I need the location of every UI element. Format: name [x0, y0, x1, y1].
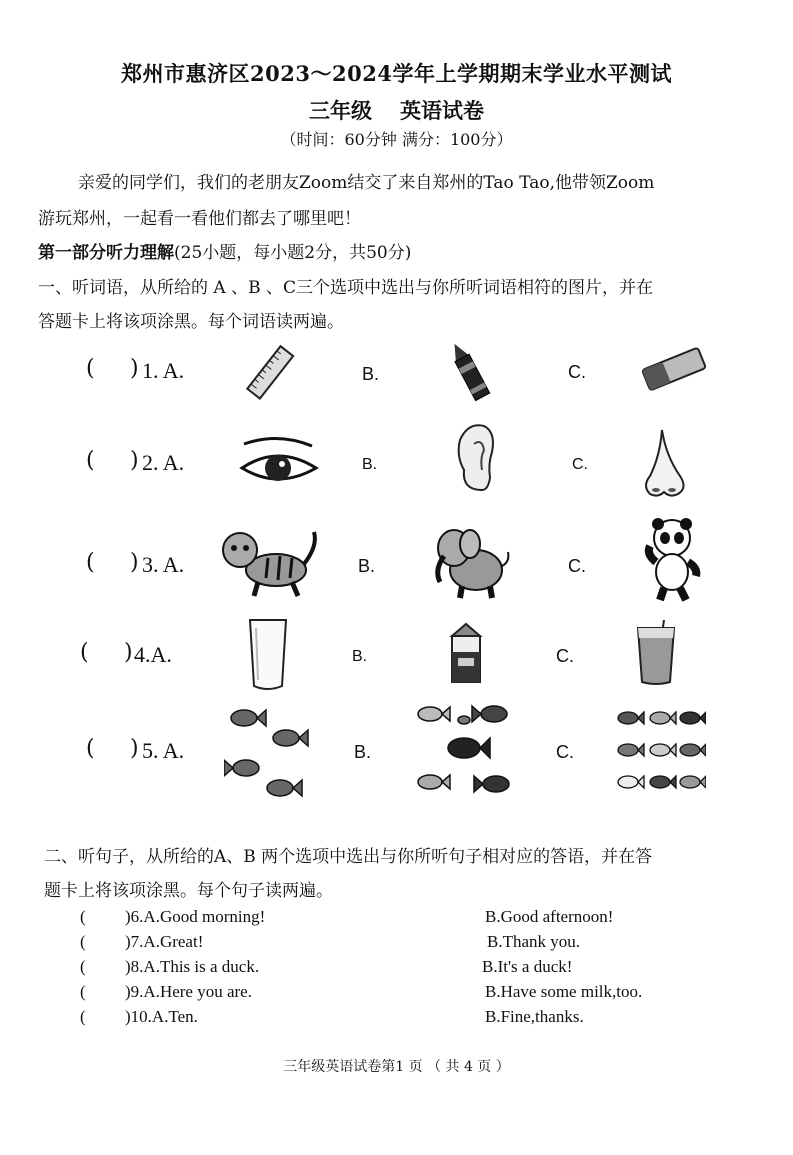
six-fish-image — [412, 700, 518, 802]
option-a-text: )10.A.Ten. — [125, 1007, 198, 1026]
option-b-label: B. — [362, 364, 380, 384]
exam-title: 郑州市惠济区2023～2024学年上学期期末学业水平测试 — [121, 61, 672, 86]
juice-glass-image — [634, 618, 678, 686]
intro-line-1: 亲爱的同学们，我们的老朋友Zoom结交了来自郑州的Tao Tao,他带领Zoom — [78, 173, 655, 193]
option-b-text: B.Fine,thanks. — [485, 1007, 584, 1026]
answer-paren-open: ( — [80, 640, 89, 665]
answer-paren-open: ( — [86, 736, 95, 761]
question-label: 2. A. — [142, 450, 185, 475]
option-a-text: )9.A.Here you are. — [125, 982, 252, 1001]
answer-paren-close: ) — [130, 356, 139, 381]
option-b-text: B.Good afternoon! — [485, 907, 614, 926]
part1-title: 第一部分听力理解 — [38, 243, 174, 263]
grade-label: 三年级 — [309, 98, 372, 123]
option-b-label: B. — [358, 556, 376, 576]
option-c-label: C. — [556, 646, 574, 666]
empty-glass-image — [244, 616, 292, 692]
section1-instruction-2: 答题卡上将该项涂黑。每个词语读两遍。 — [38, 312, 344, 332]
option-c-label: C. — [568, 362, 586, 382]
ear-image — [452, 420, 498, 494]
exam-info: （时间：60分钟 满分：100分） — [280, 130, 513, 149]
answer-paren-open: ( — [80, 982, 86, 1001]
subject-label: 英语试卷 — [400, 98, 484, 123]
nine-fish-image — [614, 704, 706, 800]
option-c-label: C. — [568, 556, 586, 576]
question-label: 3. A. — [142, 552, 185, 577]
part1-heading — [38, 238, 411, 263]
elephant-image — [430, 522, 512, 600]
section2-instruction-2: 题卡上将该项涂黑。每个句子读两遍。 — [44, 881, 333, 901]
eraser-image — [640, 346, 708, 392]
option-b-label: B. — [362, 456, 378, 473]
option-a-text: )7.A.Great! — [125, 932, 204, 951]
option-c-label: C. — [572, 456, 588, 473]
option-b-label: B. — [354, 742, 372, 762]
tiger-image — [218, 526, 322, 598]
section1-instruction-1: 一、听词语，从所给的 A 、B 、C三个选项中选出与你所听词语相符的图片，并在 — [38, 278, 653, 298]
answer-paren-open: ( — [86, 356, 95, 381]
nose-image — [640, 426, 688, 500]
answer-paren-open: ( — [80, 907, 86, 926]
option-a-text: )8.A.This is a duck. — [125, 957, 260, 976]
option-a-text: )6.A.Good morning! — [125, 907, 266, 926]
answer-paren-close: ) — [130, 448, 139, 473]
question-label: 5. A. — [142, 738, 185, 763]
page-footer: 三年级英语试卷第1 页 （ 共 4 页 ） — [283, 1059, 510, 1075]
question-label: 4.A. — [134, 642, 172, 667]
eye-image — [238, 436, 320, 492]
answer-paren-open: ( — [86, 550, 95, 575]
answer-paren-open: ( — [80, 957, 86, 976]
crayon-image — [448, 338, 492, 408]
question-label: 1. A. — [142, 358, 185, 383]
option-b-label: B. — [352, 648, 368, 665]
four-fish-image — [224, 702, 310, 802]
option-b-text: B.Have some milk,too. — [485, 982, 643, 1001]
option-c-label: C. — [556, 742, 574, 762]
part1-note: (25小题，每小题2分，共50分) — [174, 243, 412, 263]
answer-paren-open: ( — [80, 932, 86, 951]
answer-paren-close: ) — [130, 736, 139, 761]
option-b-text: B.It's a duck! — [482, 957, 573, 976]
answer-paren-close: ) — [130, 550, 139, 575]
answer-paren-open: ( — [80, 1007, 86, 1026]
answer-paren-close: ) — [124, 640, 133, 665]
milk-carton-image — [444, 622, 490, 684]
exam-subtitle — [0, 95, 793, 125]
section2-instruction-1: 二、听句子，从所给的A、B 两个选项中选出与你所听句子相对应的答语，并在答 — [44, 847, 653, 867]
intro-line-2: 游玩郑州，一起看一看他们都去了哪里吧！ — [38, 209, 361, 229]
answer-paren-open: ( — [86, 448, 95, 473]
ruler-image — [240, 340, 302, 406]
option-b-text: B.Thank you. — [487, 932, 581, 951]
panda-image — [644, 516, 702, 602]
